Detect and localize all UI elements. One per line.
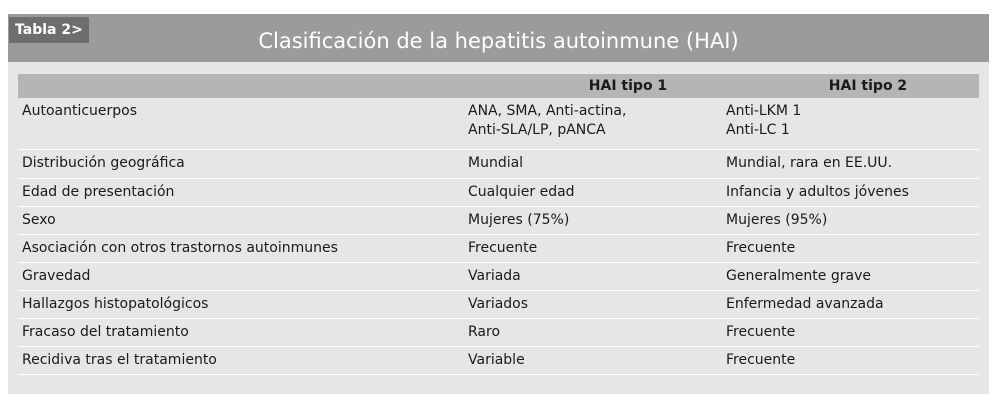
- cell-line: Frecuente: [726, 240, 796, 256]
- table-container: [8, 14, 989, 394]
- table-row: [18, 235, 979, 263]
- cell-line: Cualquier edad: [468, 184, 575, 200]
- cell-line: Frecuente: [468, 240, 538, 256]
- row-label: Autoanticuerpos: [22, 103, 138, 119]
- cell-line: Anti-SLA/LP, pANCA: [468, 122, 606, 138]
- cell-line: Variable: [468, 352, 525, 368]
- cell-line: ANA, SMA, Anti-actina,: [468, 103, 627, 119]
- cell-tipo-1: [468, 239, 537, 258]
- table-body: [18, 74, 979, 375]
- column-header-tipo-2: HAI tipo 2: [828, 78, 908, 94]
- row-label: Gravedad: [22, 268, 91, 284]
- cell-tipo-2: [726, 102, 801, 140]
- table-row: [18, 207, 979, 235]
- cell-line: Variados: [468, 296, 529, 312]
- cell-tipo-1: [468, 154, 523, 173]
- table-row: [18, 291, 979, 319]
- row-label: Asociación con otros trastornos autoinmunes: [22, 240, 338, 256]
- cell-tipo-2: [726, 183, 909, 202]
- table-header-row: [18, 74, 979, 98]
- cell-line: Generalmente grave: [726, 268, 871, 284]
- cell-tipo-1: [468, 211, 569, 230]
- cell-tipo-2: [726, 351, 795, 370]
- table-row: [18, 150, 979, 179]
- row-label: Recidiva tras el tratamiento: [22, 352, 217, 368]
- cell-tipo-1: [468, 295, 528, 314]
- cell-line: Mujeres (75%): [468, 212, 570, 228]
- table-row: [18, 179, 979, 207]
- cell-line: Mujeres (95%): [726, 212, 828, 228]
- cell-tipo-1: [468, 351, 525, 370]
- cell-tipo-2: [726, 211, 827, 230]
- table-row: [18, 98, 979, 150]
- row-label: Hallazgos histopatológicos: [22, 296, 209, 312]
- cell-line: Frecuente: [726, 352, 796, 368]
- cell-tipo-1: [468, 102, 626, 140]
- cell-line: Enfermedad avanzada: [726, 296, 884, 312]
- row-label: Sexo: [22, 212, 56, 228]
- table-title: Clasificación de la hepatitis autoinmune (HAI): [258, 29, 739, 53]
- row-label: Distribución geográfica: [22, 155, 185, 171]
- cell-tipo-2: [726, 239, 795, 258]
- cell-line: Frecuente: [726, 324, 796, 340]
- cell-tipo-1: [468, 267, 521, 286]
- cell-tipo-2: [726, 267, 871, 286]
- cell-tipo-1: [468, 183, 575, 202]
- row-label: Fracaso del tratamiento: [22, 324, 189, 340]
- row-label: Edad de presentación: [22, 184, 175, 200]
- cell-tipo-2: [726, 154, 892, 173]
- cell-line: Anti-LKM 1: [726, 103, 802, 119]
- title-bar: [8, 14, 989, 62]
- cell-tipo-1: [468, 323, 500, 342]
- cell-tipo-2: [726, 323, 795, 342]
- cell-line: Infancia y adultos jóvenes: [726, 184, 909, 200]
- table-row: [18, 319, 979, 347]
- column-header-tipo-1: HAI tipo 1: [588, 78, 668, 94]
- cell-line: Mundial, rara en EE.UU.: [726, 155, 893, 171]
- table-label: Tabla 2>: [9, 17, 89, 43]
- cell-tipo-2: [726, 295, 884, 314]
- table-row: [18, 263, 979, 291]
- cell-line: Variada: [468, 268, 521, 284]
- table-rows: [18, 98, 979, 375]
- cell-line: Mundial: [468, 155, 524, 171]
- table-row: [18, 347, 979, 375]
- cell-line: Anti-LC 1: [726, 122, 790, 138]
- cell-line: Raro: [468, 324, 501, 340]
